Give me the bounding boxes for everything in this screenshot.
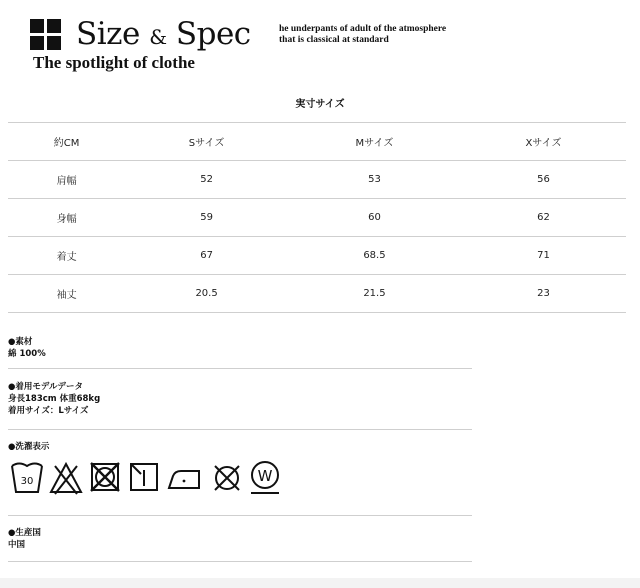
- brand-title: [76, 16, 251, 55]
- table-cell: 53: [288, 161, 461, 199]
- model-heading: ●着用モデルデータ: [8, 382, 83, 392]
- logo-icon: [30, 19, 62, 51]
- column-header: 約CM: [8, 123, 125, 161]
- table-cell: 62: [461, 199, 626, 237]
- tagline: [279, 24, 446, 46]
- column-header: Xサイズ: [461, 123, 626, 161]
- wet-clean-icon: [248, 458, 282, 498]
- table-header-row: [8, 123, 626, 161]
- title-spec: Spec: [175, 16, 251, 52]
- model-body: 身長183cm 体重68kg: [8, 394, 101, 404]
- tagline-line1: he underpants of adult of the atmosphere: [279, 24, 447, 34]
- model-section: [8, 381, 472, 417]
- wet-clean-letter: W: [257, 467, 273, 485]
- row-label: 着丈: [8, 237, 125, 275]
- divider: [8, 429, 472, 430]
- divider: [8, 368, 472, 369]
- origin-heading: ●生産国: [8, 528, 41, 538]
- material-section: [8, 336, 472, 360]
- size-table: [8, 122, 626, 313]
- table-cell: 23: [461, 275, 626, 313]
- table-cell: 67: [125, 237, 288, 275]
- table-cell: 71: [461, 237, 626, 275]
- wash-30-icon: [10, 458, 44, 498]
- divider: [8, 561, 472, 562]
- no-dry-clean-icon: [210, 458, 244, 498]
- title-size: Size: [76, 16, 140, 52]
- divider: [8, 515, 472, 516]
- size-table-heading: 実寸サイズ: [295, 99, 345, 110]
- care-section: [8, 441, 472, 453]
- subtitle: The spotlight of clothe: [33, 53, 195, 72]
- wash-temp-label: 30: [20, 476, 34, 487]
- table-cell: 59: [125, 199, 288, 237]
- model-size: 着用サイズ：Lサイズ: [8, 406, 89, 416]
- no-tumble-dry-icon: [88, 458, 122, 498]
- tagline-line2: that is classical at standard: [279, 35, 389, 45]
- line-dry-shade-icon: [127, 458, 161, 498]
- table-cell: 20.5: [125, 275, 288, 313]
- page-bottom-band: [0, 578, 640, 588]
- table-cell: 21.5: [288, 275, 461, 313]
- material-value: 綿 100%: [8, 349, 46, 359]
- care-icons: [10, 458, 290, 500]
- table-cell: 52: [125, 161, 288, 199]
- row-label: 身幅: [8, 199, 125, 237]
- table-cell: 60: [288, 199, 461, 237]
- no-bleach-icon: [49, 458, 83, 498]
- title-ampersand: &: [149, 25, 167, 49]
- table-cell: 56: [461, 161, 626, 199]
- origin-value: 中国: [8, 540, 26, 550]
- row-label: 袖丈: [8, 275, 125, 313]
- table-row: [8, 275, 626, 313]
- column-header: Sサイズ: [125, 123, 288, 161]
- table-row: [8, 161, 626, 199]
- origin-section: [8, 527, 472, 551]
- table-row: [8, 199, 626, 237]
- material-heading: ●素材: [8, 337, 33, 347]
- table-cell: 68.5: [288, 237, 461, 275]
- table-row: [8, 237, 626, 275]
- row-label: 肩幅: [8, 161, 125, 199]
- column-header: Mサイズ: [288, 123, 461, 161]
- iron-low-icon: [166, 458, 206, 498]
- care-heading: ●洗濯表示: [8, 442, 50, 452]
